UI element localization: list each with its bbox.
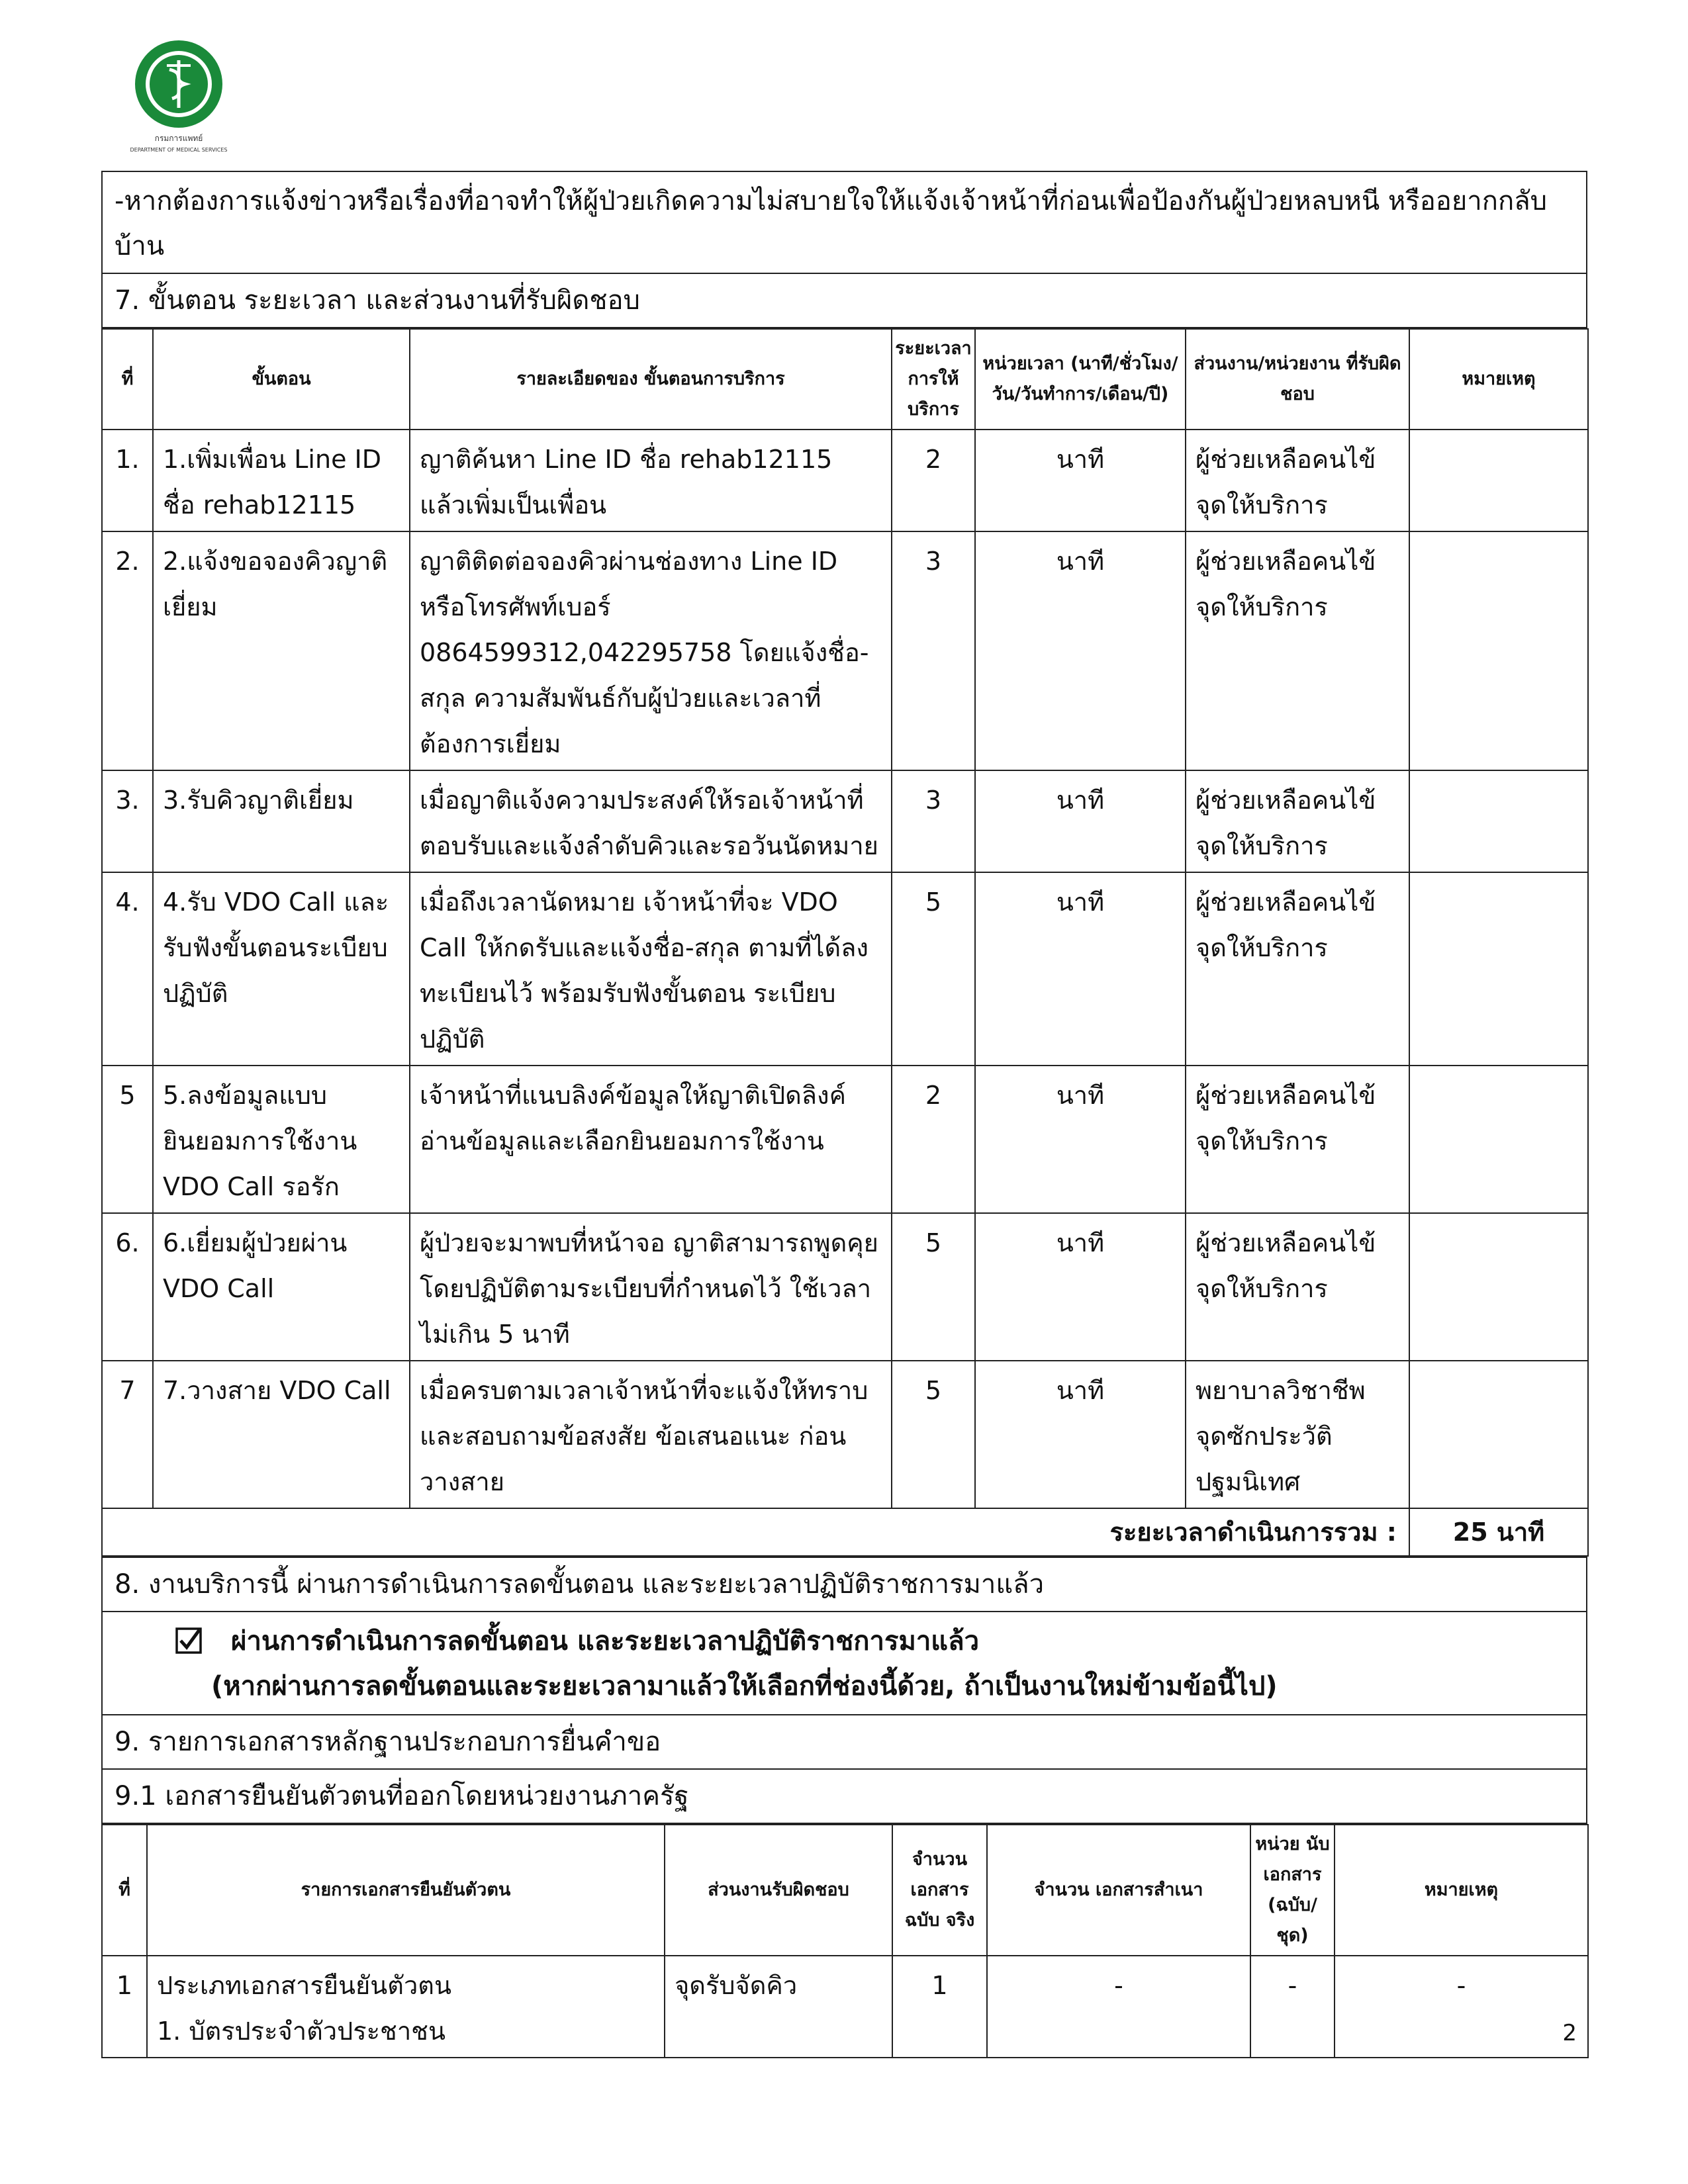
row-unit: นาที bbox=[975, 872, 1186, 1066]
row-step: 2.แจ้งขอจองคิวญาติเยี่ยม bbox=[153, 531, 410, 770]
section8-check-note: (หากผ่านการลดขั้นตอนและระยะเวลามาแล้วให้เลือกที่ช่องนี้ด้วย, ถ้าเป็นงานใหม่ข้ามข้อนี้ไป) bbox=[211, 1671, 1278, 1702]
row-duration: 3 bbox=[892, 770, 975, 872]
section9-title: 9. รายการเอกสารหลักฐานประกอบการยื่นคำขอ bbox=[102, 1715, 1587, 1769]
doc-row-doc bbox=[147, 1956, 665, 2058]
row-step: 4.รับ VDO Call และรับฟังขั้นตอนระเบียบปฏิบัติ bbox=[153, 872, 410, 1066]
doc-row-type: ประเภทเอกสารยืนยันตัวตน bbox=[157, 1971, 451, 2000]
col-step: ขั้นตอน bbox=[153, 329, 410, 430]
row-detail: ญาติติดต่อจองคิวผ่านช่องทาง Line ID หรือโทรศัพท์เบอร์ 0864599312,042295758 โดยแจ้งชื่อ-สกุล ความสัมพันธ์กับผู้ป่วยและเวลาที่ต้องการเยี่ยม bbox=[410, 531, 892, 770]
doc-row-dept: จุดรับจัดคิว bbox=[665, 1956, 892, 2058]
row-no: 4. bbox=[102, 872, 153, 1066]
row-duration: 2 bbox=[892, 430, 975, 531]
doc-row-remark: - bbox=[1335, 1956, 1588, 2058]
row-dept: ผู้ช่วยเหลือคนไข้ จุดให้บริการ bbox=[1186, 1066, 1409, 1213]
section8-check-cell bbox=[102, 1612, 1587, 1715]
logo-caption: กรมการแพทย์ bbox=[154, 134, 203, 143]
col-duration: ระยะเวลา การให้บริการ bbox=[892, 329, 975, 430]
col-dept: ส่วนงาน/หน่วยงาน ที่รับผิดชอบ bbox=[1186, 329, 1409, 430]
doc-col-unit: หน่วย นับ เอกสาร (ฉบับ/ ชุด) bbox=[1250, 1825, 1335, 1956]
row-unit: นาที bbox=[975, 770, 1186, 872]
row-step: 7.วางสาย VDO Call bbox=[153, 1361, 410, 1508]
section8-check-label: ผ่านการดำเนินการลดขั้นตอน และระยะเวลาปฏิบัติราชการมาแล้ว bbox=[231, 1626, 980, 1657]
section8-table bbox=[101, 1557, 1587, 1824]
section8-check-line bbox=[115, 1619, 1574, 1664]
row-dept: ผู้ช่วยเหลือคนไข้ จุดให้บริการ bbox=[1186, 531, 1409, 770]
table-row bbox=[102, 1066, 1588, 1213]
row-dept: ผู้ช่วยเหลือคนไข้ จุดให้บริการ bbox=[1186, 872, 1409, 1066]
row-remark bbox=[1409, 872, 1588, 1066]
total-label: ระยะเวลาดำเนินการรวม : bbox=[102, 1508, 1409, 1556]
doc-col-copy: จำนวน เอกสารสำเนา bbox=[987, 1825, 1250, 1956]
steps-header-row bbox=[102, 329, 1588, 430]
doc-col-doc: รายการเอกสารยืนยันตัวตน bbox=[147, 1825, 665, 1956]
doc-col-dept: ส่วนงานรับผิดชอบ bbox=[665, 1825, 892, 1956]
total-row bbox=[102, 1508, 1588, 1556]
table-row bbox=[102, 1213, 1588, 1361]
row-duration: 2 bbox=[892, 1066, 975, 1213]
table-row bbox=[102, 1956, 1588, 2058]
checkbox-checked-icon[interactable] bbox=[175, 1627, 202, 1654]
row-remark bbox=[1409, 430, 1588, 531]
row-unit: นาที bbox=[975, 1361, 1186, 1508]
row-remark bbox=[1409, 770, 1588, 872]
table-row bbox=[102, 872, 1588, 1066]
ministry-logo bbox=[119, 36, 238, 162]
row-unit: นาที bbox=[975, 1066, 1186, 1213]
doc-col-orig: จำนวน เอกสาร ฉบับ จริง bbox=[892, 1825, 987, 1956]
row-unit: นาที bbox=[975, 1213, 1186, 1361]
row-detail: ญาติค้นหา Line ID ชื่อ rehab12115 แล้วเพิ่มเป็นเพื่อน bbox=[410, 430, 892, 531]
col-detail: รายละเอียดของ ขั้นตอนการบริการ bbox=[410, 329, 892, 430]
row-duration: 3 bbox=[892, 531, 975, 770]
row-remark bbox=[1409, 1066, 1588, 1213]
documents-table bbox=[101, 1824, 1589, 2058]
doc-col-remark: หมายเหตุ bbox=[1335, 1825, 1588, 1956]
row-remark bbox=[1409, 1361, 1588, 1508]
row-no: 5 bbox=[102, 1066, 153, 1213]
doc-row-no: 1 bbox=[102, 1956, 147, 2058]
row-dept: พยาบาลวิชาชีพ จุดซักประวัติ ปฐมนิเทศ bbox=[1186, 1361, 1409, 1508]
row-detail: เมื่อครบตามเวลาเจ้าหน้าที่จะแจ้งให้ทราบและสอบถามข้อสงสัย ข้อเสนอแนะ ก่อนวางสาย bbox=[410, 1361, 892, 1508]
col-no: ที่ bbox=[102, 329, 153, 430]
row-duration: 5 bbox=[892, 872, 975, 1066]
intro-table bbox=[101, 171, 1587, 328]
row-detail: เมื่อถึงเวลานัดหมาย เจ้าหน้าที่จะ VDO Call ให้กดรับและแจ้งชื่อ-สกุล ตามที่ได้ลงทะเบียนไว้ พร้อมรับฟังขั้นตอน ระเบียบปฏิบัติ bbox=[410, 872, 892, 1066]
row-unit: นาที bbox=[975, 430, 1186, 531]
table-row bbox=[102, 430, 1588, 531]
logo-caption-en: DEPARTMENT OF MEDICAL SERVICES bbox=[130, 147, 228, 153]
row-duration: 5 bbox=[892, 1361, 975, 1508]
row-unit: นาที bbox=[975, 531, 1186, 770]
row-detail: เจ้าหน้าที่แนบลิงค์ข้อมูลให้ญาติเปิดลิงค์อ่านข้อมูลและเลือกยินยอมการใช้งาน bbox=[410, 1066, 892, 1213]
doc-row-unit: - bbox=[1250, 1956, 1335, 2058]
row-no: 7 bbox=[102, 1361, 153, 1508]
ministry-seal-icon bbox=[119, 36, 238, 162]
doc-row-item: 1. บัตรประจำตัวประชาชน bbox=[157, 2017, 445, 2046]
row-remark bbox=[1409, 1213, 1588, 1361]
row-step: 3.รับคิวญาติเยี่ยม bbox=[153, 770, 410, 872]
row-step: 1.เพิ่มเพื่อน Line ID ชื่อ rehab12115 bbox=[153, 430, 410, 531]
row-step: 6.เยี่ยมผู้ป่วยผ่าน VDO Call bbox=[153, 1213, 410, 1361]
row-step: 5.ลงข้อมูลแบบยินยอมการใช้งาน VDO Call รอรัก bbox=[153, 1066, 410, 1213]
doc-row-orig: 1 bbox=[892, 1956, 987, 2058]
page-number: 2 bbox=[1562, 2020, 1577, 2046]
row-no: 1. bbox=[102, 430, 153, 531]
steps-table bbox=[101, 328, 1589, 1557]
table-row bbox=[102, 531, 1588, 770]
doc-col-no: ที่ bbox=[102, 1825, 147, 1956]
col-remark: หมายเหตุ bbox=[1409, 329, 1588, 430]
section7-title: 7. ขั้นตอน ระยะเวลา และส่วนงานที่รับผิดชอบ bbox=[102, 273, 1587, 328]
row-detail: ผู้ป่วยจะมาพบที่หน้าจอ ญาติสามารถพูดคุยโดยปฏิบัติตามระเบียบที่กำหนดไว้ ใช้เวลาไม่เกิน 5 นาที bbox=[410, 1213, 892, 1361]
row-dept: ผู้ช่วยเหลือคนไข้ จุดให้บริการ bbox=[1186, 1213, 1409, 1361]
intro-note: -หากต้องการแจ้งข่าวหรือเรื่องที่อาจทำให้ผู้ป่วยเกิดความไม่สบายใจให้แจ้งเจ้าหน้าที่ก่อนเพื่อป้องกันผู้ป่วยหลบหนี หรืออยากกลับบ้าน bbox=[102, 171, 1587, 273]
row-duration: 5 bbox=[892, 1213, 975, 1361]
row-dept: ผู้ช่วยเหลือคนไข้ จุดให้บริการ bbox=[1186, 770, 1409, 872]
doc-row-copy: - bbox=[987, 1956, 1250, 2058]
table-row bbox=[102, 770, 1588, 872]
document-sheet bbox=[101, 171, 1587, 2058]
row-no: 6. bbox=[102, 1213, 153, 1361]
section9-subtitle: 9.1 เอกสารยืนยันตัวตนที่ออกโดยหน่วยงานภาครัฐ bbox=[102, 1769, 1587, 1823]
row-dept: ผู้ช่วยเหลือคนไข้ จุดให้บริการ bbox=[1186, 430, 1409, 531]
row-no: 2. bbox=[102, 531, 153, 770]
row-detail: เมื่อญาติแจ้งความประสงค์ให้รอเจ้าหน้าที่ตอบรับและแจ้งลำดับคิวและรอวันนัดหมาย bbox=[410, 770, 892, 872]
table-row bbox=[102, 1361, 1588, 1508]
col-unit: หน่วยเวลา (นาที/ชั่วโมง/วัน/วันทำการ/เดือน/ปี) bbox=[975, 329, 1186, 430]
documents-header-row bbox=[102, 1825, 1588, 1956]
row-no: 3. bbox=[102, 770, 153, 872]
row-remark bbox=[1409, 531, 1588, 770]
section8-title: 8. งานบริการนี้ ผ่านการดำเนินการลดขั้นตอน และระยะเวลาปฏิบัติราชการมาแล้ว bbox=[102, 1557, 1587, 1612]
total-value: 25 นาที bbox=[1409, 1508, 1588, 1556]
